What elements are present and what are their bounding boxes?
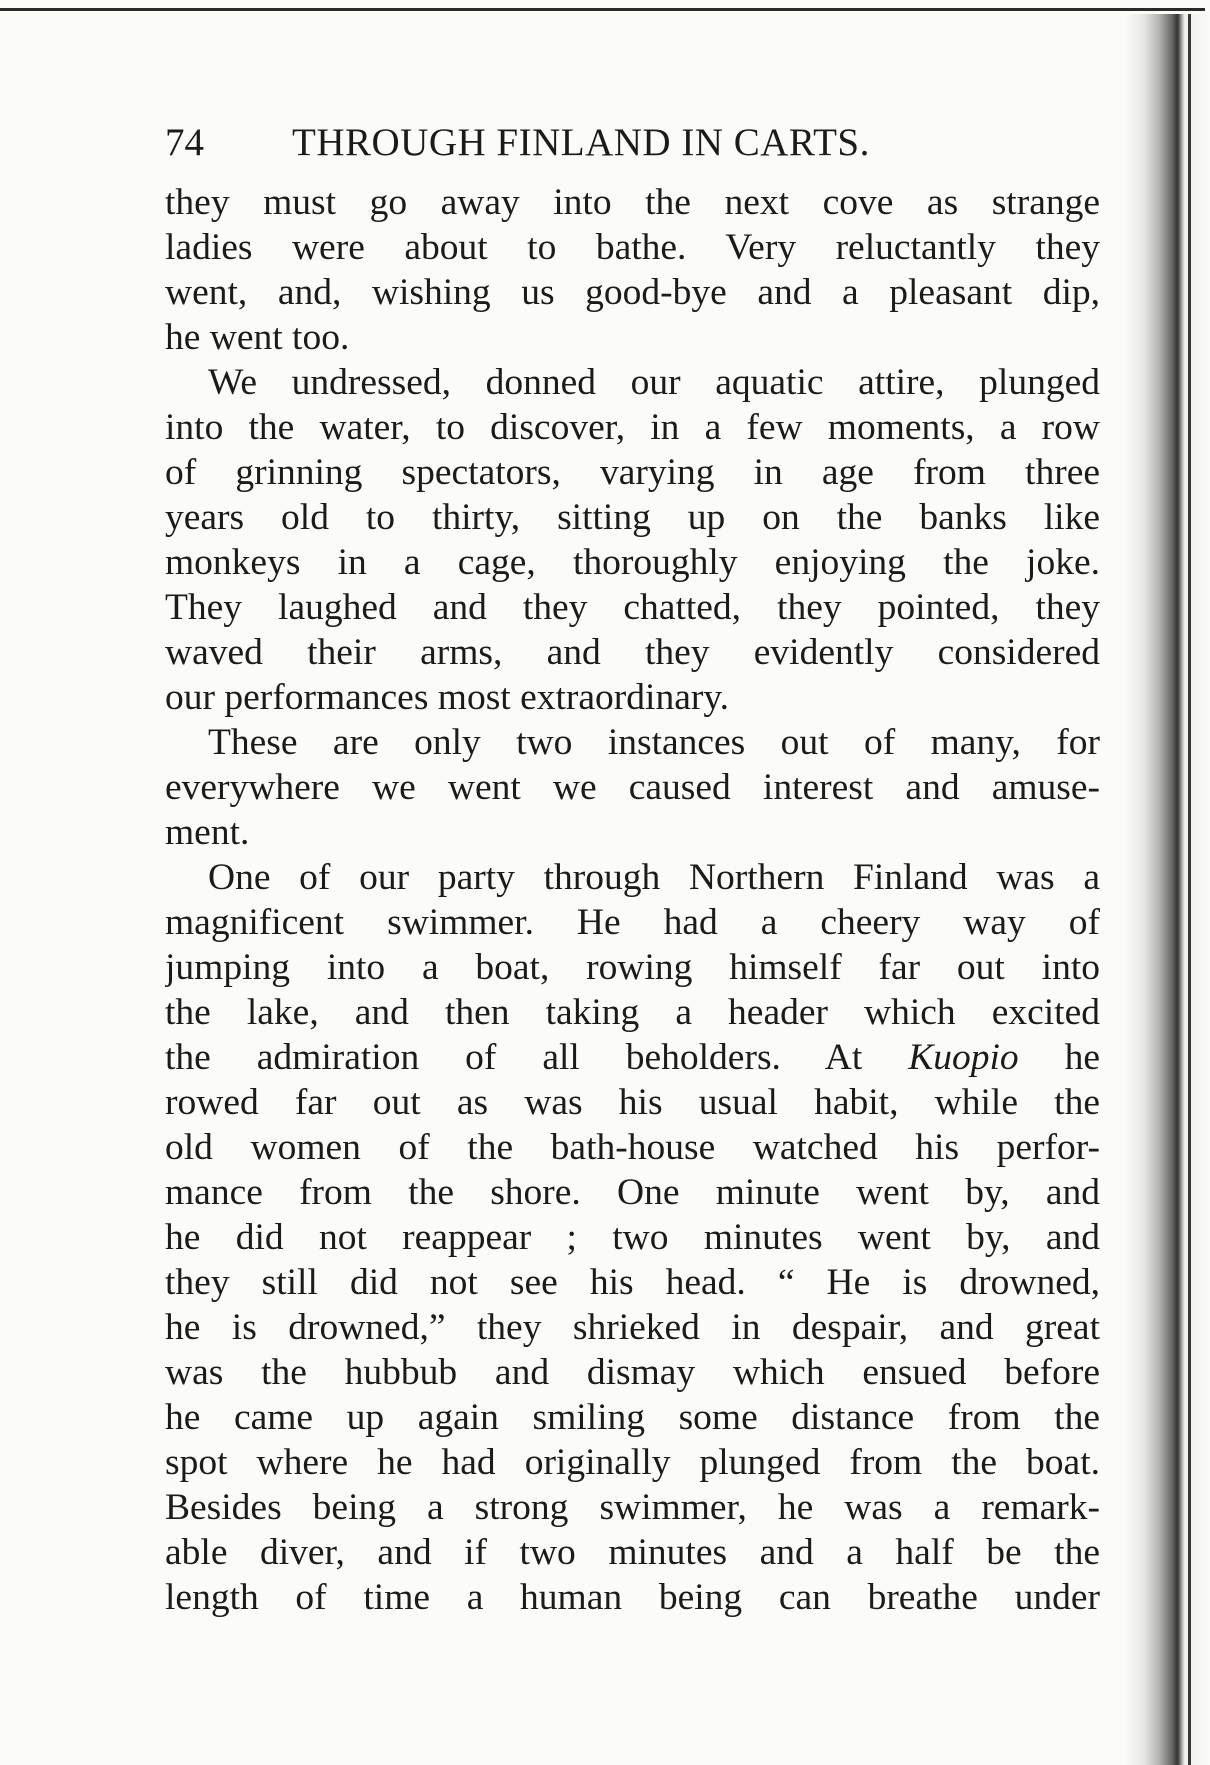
text-line: able diver, and if two minutes and a half be the bbox=[165, 1532, 1100, 1573]
text-line: rowed far out as was his usual habit, while the bbox=[165, 1082, 1100, 1123]
top-rule bbox=[0, 8, 1205, 11]
text-line: the lake, and then taking a header which excited bbox=[165, 992, 1100, 1033]
place-name-kuopio: Kuopio bbox=[908, 1037, 1019, 1078]
text-line: monkeys in a cage, thoroughly enjoying the joke. bbox=[165, 542, 1100, 583]
text-line: waved their arms, and they evidently considered bbox=[165, 632, 1100, 673]
text-line: he did not reappear ; two minutes went by, and bbox=[165, 1217, 1100, 1258]
text-line: They laughed and they chatted, they pointed, they bbox=[165, 587, 1100, 628]
text-line: spot where he had originally plunged from the boat. bbox=[165, 1442, 1100, 1483]
text-line: old women of the bath-house watched his perfor- bbox=[165, 1127, 1100, 1168]
text-line: magnificent swimmer. He had a cheery way of bbox=[165, 902, 1100, 943]
text-line: everywhere we went we caused interest and amuse- bbox=[165, 767, 1100, 808]
text-line: our performances most extraordinary. bbox=[165, 677, 730, 718]
text-line: went, and, wishing us good-bye and a pleasant dip, bbox=[165, 272, 1100, 313]
text-line: he came up again smiling some distance from the bbox=[165, 1397, 1100, 1438]
page-header bbox=[165, 118, 1105, 168]
text-line: These are only two instances out of many, for bbox=[208, 722, 1100, 763]
text-line: mance from the shore. One minute went by, and bbox=[165, 1172, 1100, 1213]
body-text bbox=[165, 180, 1100, 1620]
book-gutter-edge bbox=[1188, 14, 1191, 1765]
text-line: We undressed, donned our aquatic attire, plunged bbox=[208, 362, 1100, 403]
running-title: THROUGH FINLAND IN CARTS. bbox=[292, 121, 870, 164]
text-line: ment. bbox=[165, 812, 250, 853]
text-line: Besides being a strong swimmer, he was a remark- bbox=[165, 1487, 1100, 1528]
page-number: 74 bbox=[165, 121, 204, 164]
text-line: One of our party through Northern Finland was a bbox=[208, 857, 1100, 898]
text-line: was the hubbub and dismay which ensued before bbox=[165, 1352, 1100, 1393]
text-line: he is drowned,” they shrieked in despair, and great bbox=[165, 1307, 1100, 1348]
text-line: jumping into a boat, rowing himself far out into bbox=[165, 947, 1100, 988]
text-line-segment: the admiration of all beholders. At bbox=[165, 1037, 863, 1078]
text-line: into the water, to discover, in a few moments, a row bbox=[165, 407, 1100, 448]
text-line bbox=[165, 1035, 1100, 1080]
text-line: years old to thirty, sitting up on the banks like bbox=[165, 497, 1100, 538]
text-line: he went too. bbox=[165, 317, 350, 358]
text-line: of grinning spectators, varying in age from three bbox=[165, 452, 1100, 493]
text-line-segment: he bbox=[1064, 1037, 1100, 1078]
text-line: they still did not see his head. “ He is drowned, bbox=[165, 1262, 1100, 1303]
text-line: ladies were about to bathe. Very reluctantly they bbox=[165, 227, 1100, 268]
book-gutter-shadow bbox=[1125, 14, 1210, 1765]
text-line: length of time a human being can breathe under bbox=[165, 1577, 1100, 1618]
text-line: they must go away into the next cove as strange bbox=[165, 182, 1100, 223]
